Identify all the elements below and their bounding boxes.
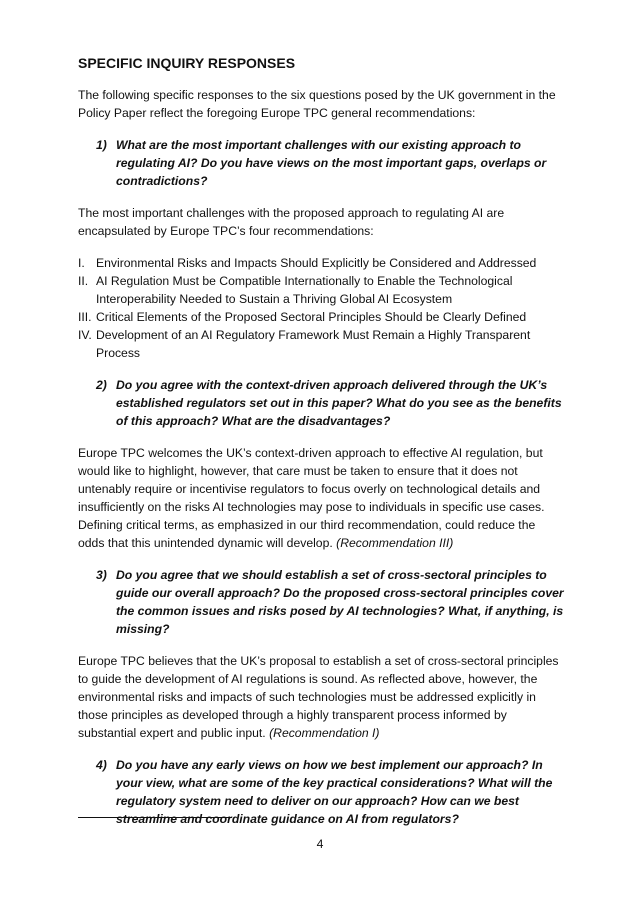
answer-3 [78, 652, 564, 742]
list-item-text: Development of an AI Regulatory Framework Must Remain a Highly Transparent Process [96, 328, 531, 360]
section-heading: SPECIFIC INQUIRY RESPONSES [78, 55, 296, 71]
question-2-text: Do you agree with the context-driven approach delivered through the UK’s established regulators set out in this paper? What do you see as the benefits of this approach? What are the disadvantages? [116, 378, 562, 428]
recommendation-list [78, 254, 564, 362]
answer-2 [78, 444, 564, 552]
question-1 [96, 136, 564, 190]
question-4-text: Do you have any early views on how we best implement our approach? In your view, what are some of the key practical considerations? What will the regulatory system need to deliver on our approach? How can we best streamline and coordinate guidance on AI from regulators? [116, 758, 553, 826]
list-item [78, 308, 564, 326]
page-number: 4 [316, 837, 324, 851]
answer-3-text: Europe TPC believes that the UK’s proposal to establish a set of cross-sectoral principles to guide the development of AI regulations is sound. As reflected above, however, the environmental risks and impacts of such technologies must be addressed explicitly in those principles as developed through a highly transparent process informed by substantial expert and public input. [78, 654, 559, 740]
list-item-text: Critical Elements of the Proposed Sectoral Principles Should be Clearly Defined [96, 310, 527, 324]
answer-2-text: Europe TPC welcomes the UK’s context-driven approach to effective AI regulation, but would like to highlight, however, that care must be taken to ensure that it does not untenably require or incentivise regulators to focus overly on technological details and insufficiently on the risks AI technologies may pose to individuals in specific use cases. Defining critical terms, as emphasized in our third recommendation, could reduce the odds that this unintended dynamic will develop. [78, 446, 545, 550]
question-1-text: What are the most important challenges with our existing approach to regulating AI? Do you have views on the most important gaps, overlaps or contradictions? [116, 138, 547, 188]
question-3 [96, 566, 564, 638]
list-item-number: I. [78, 256, 85, 270]
answer-1: The most important challenges with the proposed approach to regulating AI are encapsulated by Europe TPC’s four recommendations: [78, 206, 505, 238]
recommendation-reference: (Recommendation III) [336, 536, 454, 550]
list-item [78, 326, 564, 362]
list-item [78, 254, 564, 272]
footnote-separator [78, 817, 232, 818]
intro-paragraph: The following specific responses to the six questions posed by the UK government in the Policy Paper reflect the foregoing Europe TPC general recommendations: [78, 88, 556, 120]
question-3-text: Do you agree that we should establish a set of cross-sectoral principles to guide our overall approach? Do the proposed cross-sectoral principles cover the common issues and risks posed by AI technologies? What, if anything, is missing? [116, 568, 564, 636]
list-item-number: IV. [78, 328, 92, 342]
list-item-number: II. [78, 274, 89, 288]
recommendation-reference: (Recommendation I) [269, 726, 380, 740]
question-1-number: 1) [96, 138, 107, 152]
question-4-number: 4) [96, 758, 107, 772]
question-2-number: 2) [96, 378, 107, 392]
list-item-number: III. [78, 310, 92, 324]
question-3-number: 3) [96, 568, 107, 582]
list-item-text: Environmental Risks and Impacts Should Explicitly be Considered and Addressed [96, 256, 537, 270]
page-content [78, 54, 564, 842]
question-2 [96, 376, 564, 430]
list-item [78, 272, 564, 308]
list-item-text: AI Regulation Must be Compatible Internationally to Enable the Technological Interoperability Needed to Sustain a Thriving Global AI Ecosystem [96, 274, 513, 306]
